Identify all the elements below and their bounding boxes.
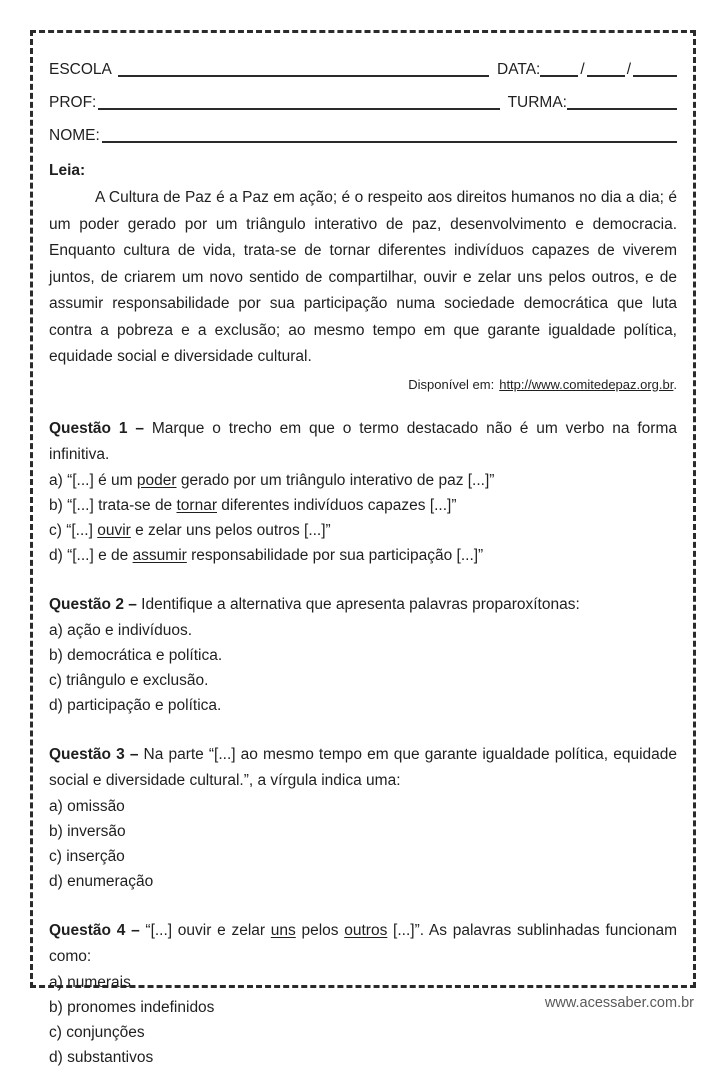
question-4-option-d: d) substantivos [49, 1048, 154, 1066]
data-label: DATA: [497, 61, 541, 78]
question-1-number: Questão 1 – [49, 419, 144, 437]
question-3-title [49, 742, 677, 794]
question-2-option-d: d) participação e política. [49, 696, 222, 714]
question-1-title [49, 416, 677, 468]
turma-label: TURMA: [507, 94, 567, 111]
question-2 [49, 592, 677, 718]
question-1-option-c: c) “[...] ouvir e zelar uns pelos outros [...]” [49, 521, 331, 539]
date-slash-1: / [580, 61, 585, 78]
footer-site-url: www.acessaber.com.br [544, 995, 694, 1011]
nome-label: NOME: [49, 127, 100, 144]
question-1-option-a: a) “[...] é um poder gerado por um triângulo interativo de paz [...]” [49, 471, 495, 489]
source-link[interactable]: http://www.comitedepaz.org.br [499, 376, 674, 392]
question-2-option-b: b) democrática e política. [49, 646, 223, 664]
reading-source-line [49, 377, 677, 392]
underlined-word: outros [344, 921, 388, 939]
question-4-option-c: c) conjunções [49, 1023, 145, 1041]
question-4-option-b: b) pronomes indefinidos [49, 998, 215, 1016]
question-2-option-a: a) ação e indivíduos. [49, 621, 193, 639]
question-4 [49, 918, 677, 1070]
question-3 [49, 742, 677, 894]
question-1-prompt: Marque o trecho em que o termo destacado não é um verbo na forma infinitiva. [49, 419, 677, 463]
prof-blank-line [98, 107, 499, 110]
escola-label: ESCOLA [49, 61, 112, 78]
source-period: . [673, 376, 677, 392]
question-4-number: Questão 4 – [49, 921, 140, 939]
question-1-option-d: d) “[...] e de assumir responsabilidade por sua participação [...]” [49, 546, 484, 564]
question-2-title [49, 592, 677, 618]
question-3-option-a: a) omissão [49, 797, 125, 815]
date-slash-2: / [626, 61, 631, 78]
header-row-nome [49, 113, 677, 146]
underlined-word: assumir [132, 546, 187, 564]
reading-lead: Leia: [49, 162, 86, 179]
question-4-option-a: a) numerais [49, 973, 131, 991]
date-month-blank-line [587, 74, 625, 77]
reading-passage: A Cultura de Paz é a Paz em ação; é o respeito aos direitos humanos no dia a dia; é um poder gerado por um triângulo interativo de paz, desenvolvimento e democracia. Enquanto cultura de vida, trata-se de tornar diferentes indivíduos capazes de viverem juntos, de criarem um novo sentido de compartilhar, ouvir e zelar uns pelos outros, e de assumir responsabilidade por sua participação numa sociedade democrática que luta contra a pobreza e a exclusão; ao mesmo tempo em que garante igualdade política, equidade social e diversidade cultural. [49, 189, 677, 365]
underlined-word: tornar [176, 496, 217, 514]
question-3-option-c: c) inserção [49, 847, 125, 865]
source-label: Disponível em: [408, 376, 495, 392]
underlined-word: ouvir [97, 521, 131, 539]
question-3-option-d: d) enumeração [49, 872, 154, 890]
underlined-word: uns [270, 921, 296, 939]
question-2-option-c: c) triângulo e exclusão. [49, 671, 209, 689]
question-2-number: Questão 2 – [49, 595, 137, 613]
nome-blank-line [102, 140, 677, 143]
turma-blank-line [567, 107, 677, 110]
date-year-blank-line [633, 74, 677, 77]
question-3-prompt: Na parte “[...] ao mesmo tempo em que garante igualdade política, equidade social e diversidade cultural.”, a vírgula indica uma: [49, 745, 677, 789]
prof-label: PROF: [49, 94, 97, 111]
header-row-prof-turma [49, 80, 677, 113]
question-1 [49, 416, 677, 568]
question-3-number: Questão 3 – [49, 745, 139, 763]
question-3-option-b: b) inversão [49, 822, 126, 840]
question-2-prompt: Identifique a alternativa que apresenta palavras proparoxítonas: [136, 595, 580, 613]
question-4-title: Questão 4 – “[...] ouvir e zelar uns pelos outros [...]”. As palavras sublinhadas funcionam como: [49, 921, 677, 965]
date-day-blank-line [540, 74, 578, 77]
header-row-escola-data [49, 47, 677, 80]
escola-blank-line [118, 74, 489, 77]
underlined-word: poder [136, 471, 177, 489]
question-1-option-b: b) “[...] trata-se de tornar diferentes indivíduos capazes [...]” [49, 496, 457, 514]
